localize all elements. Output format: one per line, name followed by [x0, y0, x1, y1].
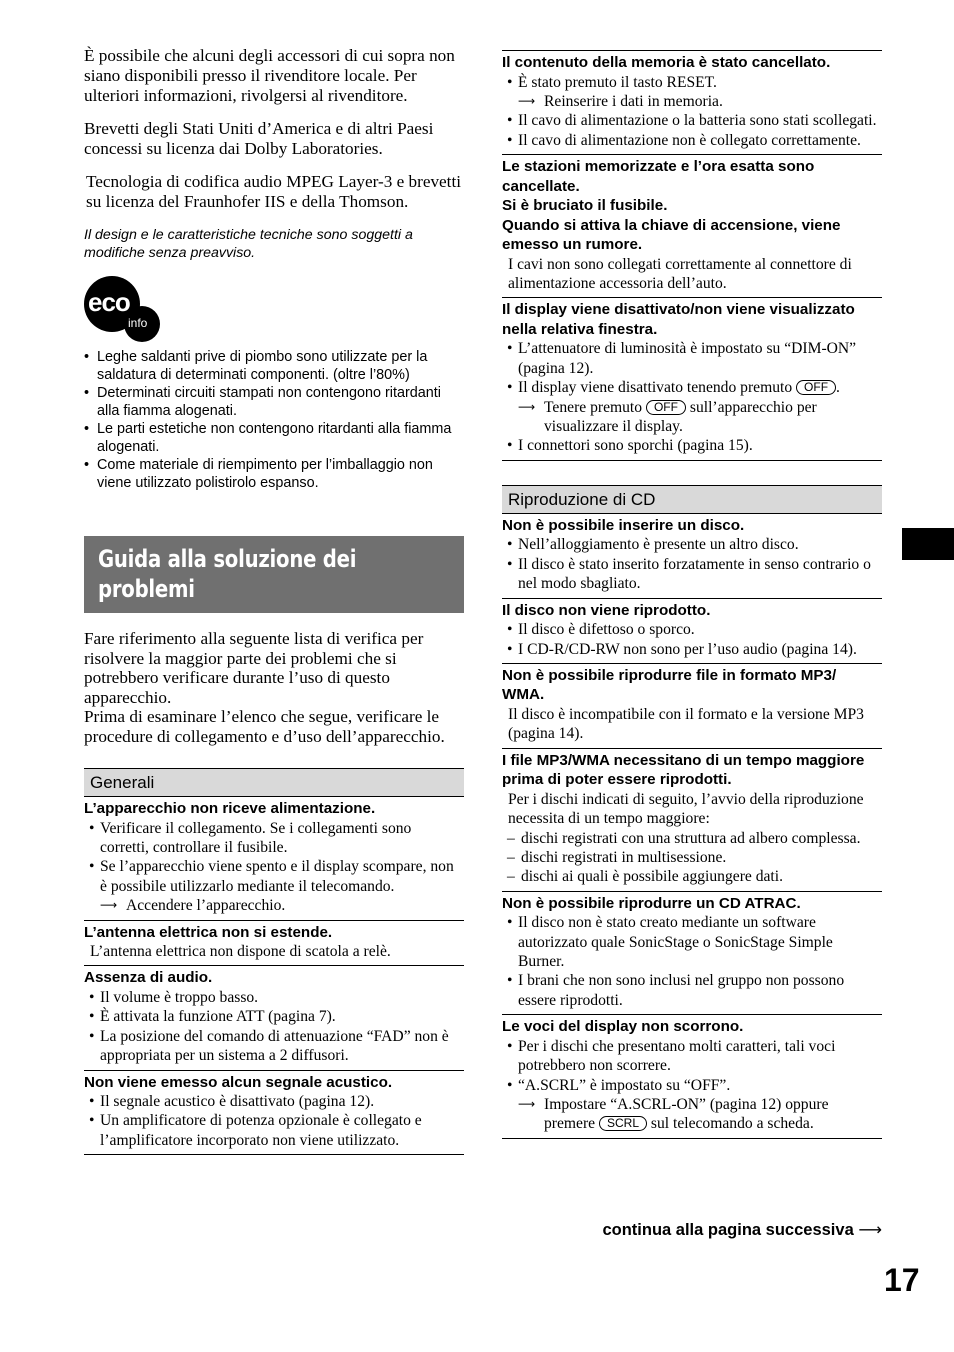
problem-atrac: Non è possibile riprodurre un CD ATRAC. • Il disco non è stato creato mediante un software autorizzato quale SonicStage o SonicStage Simple Burner. • I brani che non sono inclusi nel gruppo non possono essere riprodotti.: [502, 892, 882, 1016]
problem-cannot-insert: Non è possibile inserire un disco. • Nell’alloggiamento è presente un altro disco. • Il disco è stato inserito forzatamente in senso contrario o nel modo sbagliato.: [502, 514, 882, 599]
left-column: [84, 46, 464, 1155]
intro-paragraph-accessories: È possibile che alcuni degli accessori di cui sopra non siano disponibili presso il rivenditore locale. Per ulteriori informazioni, rivolgersi al rivenditore.: [84, 46, 455, 105]
problem-no-power: L’apparecchio non riceve alimentazione. • Verificare il collegamento. Se i collegamenti sono corretti, controllare il fusibile. • Se l’apparecchio viene spento e il display scompare, non è possibile utilizzarlo mediante il telecomando. ⟶ Accendere l’apparecchio.: [84, 797, 464, 921]
arrow-right-icon: ⟶: [518, 1097, 536, 1111]
scrl-key: SCRL: [599, 1116, 647, 1131]
problem-no-scroll: Le voci del display non scorrono. • Per i dischi che presentano molti caratteri, tali voci potrebbero non scorrere. • “A.SCRL” è impostato su “OFF”. ⟶ Impostare “A.SCRL-ON” (pagina 12) oppure premere SCRL sul telecomando a scheda.: [502, 1015, 882, 1139]
arrow-right-icon: ⟶: [100, 898, 118, 913]
list-item: • Determinati circuiti stampati non contengono ritardanti alla fiamma alogenati.: [84, 384, 464, 420]
intro-paragraph-mpeg: Tecnologia di codifica audio MPEG Layer-3 e brevetti su licenza del Fraunhofer IIS e della Thomson.: [86, 172, 462, 211]
design-note: Il design e le caratteristiche tecniche sono soggetti a modifiche senza preavviso.: [84, 227, 413, 261]
off-key: OFF: [796, 380, 836, 395]
right-column: [502, 50, 882, 1139]
arrow-right-icon: ⟶: [518, 93, 536, 108]
section-tab-marker: [902, 528, 954, 560]
eco-feature-list: [84, 348, 464, 492]
problem-no-beep: Non viene emesso alcun segnale acustico. • Il segnale acustico è disattivato (pagina 12). • Un amplificatore di potenza opzionale è collegato e l’amplificatore incorporato non viene utilizzato.: [84, 1071, 464, 1156]
problem-mp3-slow: I file MP3/WMA necessitano di un tempo maggiore prima di poter essere riprodotti. Per i dischi indicati di seguito, l’avvio della riproduzione necessita di un tempo maggiore: – dischi registrati con una struttura ad albero complessa. – dischi registrati in multisessione. – dischi ai quali è possibile aggiungere dati.: [502, 749, 882, 892]
list-item: • Leghe saldanti prive di piombo sono utilizzate per la saldatura di determinati componenti. (oltre l’80%): [84, 348, 464, 384]
page-number: 17: [884, 1262, 920, 1298]
problem-memory-erased: Il contenuto della memoria è stato cancellato. • È stato premuto il tasto RESET. ⟶ Reinserire i dati in memoria. • Il cavo di alimentazione o la batteria sono stati scollegati. • Il cavo di alimentazione non è collegato correttamente.: [502, 50, 882, 155]
arrow-right-icon: ⟶: [518, 399, 536, 414]
list-item: • Le parti estetiche non contengono ritardanti alla fiamma alogenati.: [84, 420, 464, 456]
problem-stations-erased: Le stazioni memorizzate e l’ora esatta sono cancellate. Si è bruciato il fusibile. Quando si attiva la chiave di accensione, viene emesso un rumore. I cavi non sono collegati correttamente al connettore di alimentazione accessoria dell’auto.: [502, 155, 882, 298]
continue-next-page: continua alla pagina successiva ⟶: [602, 1220, 882, 1239]
eco-info-logo: [84, 276, 464, 342]
guide-intro: Fare riferimento alla seguente lista di verifica per risolvere la maggior parte dei problemi che si potrebbero verificare durante l’uso di questo apparecchio. Prima di esaminare l’elenco che segue, verificare le procedure di collegamento e d’uso dell’apparecchio.: [84, 629, 445, 746]
troubleshooting-title: Guida alla soluzione dei problemi: [84, 536, 464, 613]
problem-display-off: Il display viene disattivato/non viene visualizzato nella relativa finestra. • L’attenuatore di luminosità è impostato su “DIM-ON” (pagina 12). • Il display viene disattivato tenendo premuto OFF . ⟶ Tenere premuto OFF sull’apparecchio per visualizzare il display. • I connettori sono sporchi (pagina 15).: [502, 298, 882, 460]
problem-mp3-format: Non è possibile riprodurre file in formato MP3/ WMA. Il disco è incompatibile con il formato e la versione MP3 (pagina 14).: [502, 664, 882, 749]
intro-paragraph-dolby: Brevetti degli Stati Uniti d’America e di altri Paesi concessi su licenza dai Dolby Laboratories.: [84, 119, 434, 158]
arrow-right-icon: ⟶: [858, 1220, 882, 1239]
section-header-cd: Riproduzione di CD: [502, 485, 882, 514]
section-header-generali: Generali: [84, 768, 464, 797]
problem-antenna: L’antenna elettrica non si estende. L’antenna elettrica non dispone di scatola a relè.: [84, 921, 464, 967]
off-key: OFF: [646, 400, 686, 415]
problem-no-audio: Assenza di audio. • Il volume è troppo basso. • È attivata la funzione ATT (pagina 7). • La posizione del comando di attenuazione “FAD” non è appropriata per un sistema a 2 diffusori.: [84, 966, 464, 1070]
eco-icon: eco info: [84, 276, 160, 342]
problem-no-playback: Il disco non viene riprodotto. • Il disco è difettoso o sporco. • I CD-R/CD-RW non sono per l’uso audio (pagina 14).: [502, 599, 882, 664]
list-item: • Come materiale di riempimento per l’imballaggio non viene utilizzato polistirolo espanso.: [84, 456, 464, 492]
